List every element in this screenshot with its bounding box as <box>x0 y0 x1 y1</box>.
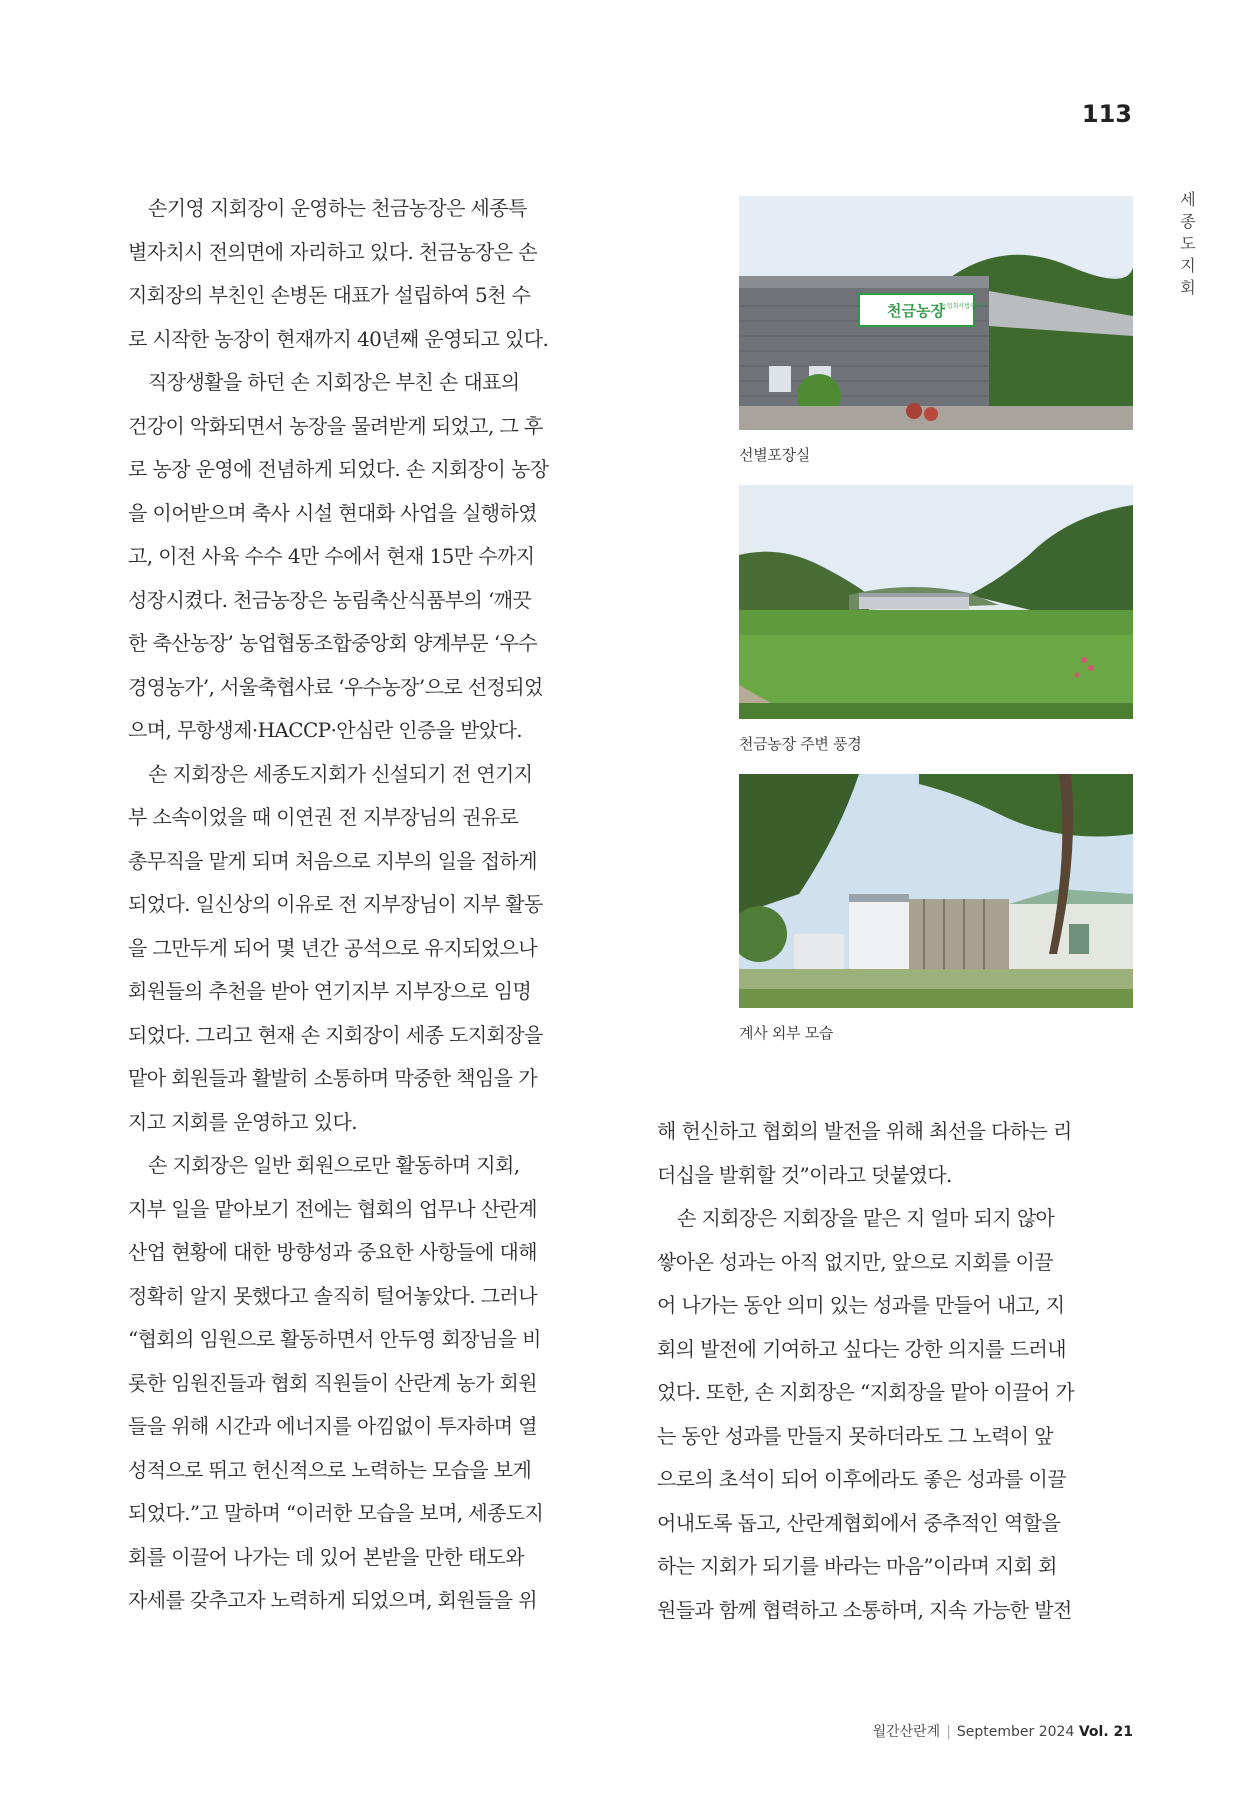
section-label-char: 회 <box>1180 278 1196 297</box>
photo-landscape <box>739 485 1133 719</box>
section-label-char: 도 <box>1180 234 1196 253</box>
paragraph: 손기영 지회장이 운영하는 천금농장은 세종특 별자치시 전의면에 자리하고 있다. 천금농장은 손 지회장의 부친인 손병돈 대표가 설립하여 5천 수 로 시작한 농장이 현재까지 40년째 운영되고 있다. <box>128 196 549 351</box>
figure-packing-room <box>739 196 1133 465</box>
figure-caption: 천금농장 주변 풍경 <box>739 735 862 753</box>
section-label-char: 종 <box>1180 212 1196 231</box>
figure-caption: 계사 외부 모습 <box>739 1024 834 1042</box>
paragraph: 손 지회장은 세종도지회가 신설되기 전 연기지 부 소속이었을 때 이연권 전 지부장님의 권유로 총무직을 맡게 되며 처음으로 지부의 일을 접하게 되었다. 일신상의 이유로 전 지부장님이 지부 활동 을 그만두게 되어 몇 년간 공석으로 유지되었으나 회원들의 추천을 받아 연기지부 지부장으로 임명 되었다. 그리고 현재 손 지회장이 세종 도지회장을 맡아 회원들과 활발히 소통하며 막중한 책임을 가 지고 지회를 운영하고 있다. <box>128 761 543 1134</box>
paragraph: 손 지회장은 일반 회원으로만 활동하며 지회, 지부 일을 맡아보기 전에는 협회의 업무나 산란계 산업 현황에 대한 방향성과 중요한 사항들에 대해 정확히 알지 못했다고 솔직히 털어놓았다. 그러나 “협회의 임원으로 활동하면서 안두영 회장님을 비 롯한 임원진들과 협회 직원들이 산란계 농가 회원 들을 위해 시간과 에너지를 아낌없이 투자하며 열 성적으로 뛰고 헌신적으로 노력하는 모습을 보게 되었다.”고 말하며 “이러한 모습을 보며, 세종도지 회를 이끌어 나가는 데 있어 본받을 만한 태도와 자세를 갖추고자 노력하게 되었으며, 회원들을 위 <box>128 1153 544 1612</box>
sign-text: 천금농장 <box>887 302 945 320</box>
section-label <box>1176 190 1200 298</box>
figure-landscape <box>739 485 1133 754</box>
page-number: 113 <box>1081 100 1132 128</box>
right-column <box>657 1110 1133 1632</box>
photo-henhouse-exterior <box>739 774 1133 1008</box>
figure-caption: 선별포장실 <box>739 446 810 464</box>
paragraph: 직장생활을 하던 손 지회장은 부친 손 대표의 건강이 악화되면서 농장을 물려받게 되었고, 그 후 로 농장 운영에 전념하게 되었다. 손 지회장이 농장 을 이어받으며 축사 시설 현대화 사업을 실행하였 고, 이전 사육 수수 4만 수에서 현재 15만 수까지 성장시켰다. 천금농장은 농림축산식품부의 ‘깨끗 한 축산농장’ 농업협동조합중앙회 양계부문 ‘우수 경영농가’, 서울축협사료 ‘우수농장’으로 선정되었 으며, 무항생제·HACCP·안심란 인증을 받았다. <box>128 370 549 742</box>
left-column <box>128 187 604 1623</box>
footer-separator: | <box>946 1724 951 1740</box>
section-label-char: 지 <box>1180 256 1196 275</box>
paragraph: 해 헌신하고 협회의 발전을 위해 최선을 다하는 리 더십을 발휘할 것”이라고 덧붙였다. <box>657 1119 1072 1187</box>
issue-date: September 2024 <box>956 1724 1075 1740</box>
paragraph: 손 지회장은 지회장을 맡은 지 얼마 되지 않아 쌓아온 성과는 아직 없지만, 앞으로 지회를 이끌 어 나가는 동안 의미 있는 성과를 만들어 내고, 지 회의 발전에 기여하고 싶다는 강한 의지를 드러내 었다. 또한, 손 지회장은 “지회장을 맡아 이끌어 가 는 동안 성과를 만들지 못하더라도 그 노력이 앞 으로의 초석이 되어 이후에라도 좋은 성과를 이끌 어내도록 돕고, 산란계협회에서 중추적인 역할을 하는 지회가 되기를 바라는 마음”이라며 지회 회 원들과 함께 협력하고 소통하며, 지속 가능한 발전 <box>657 1206 1075 1622</box>
sign-subtext: 농업회사법인(주) <box>941 303 987 310</box>
volume-number: Vol. 21 <box>1078 1724 1133 1740</box>
photo-packing-room <box>739 196 1133 430</box>
magazine-title: 월간산란계 <box>872 1724 941 1740</box>
footer <box>873 1721 1133 1741</box>
figure-henhouse-exterior <box>739 774 1133 1043</box>
section-label-char: 세 <box>1180 190 1196 209</box>
